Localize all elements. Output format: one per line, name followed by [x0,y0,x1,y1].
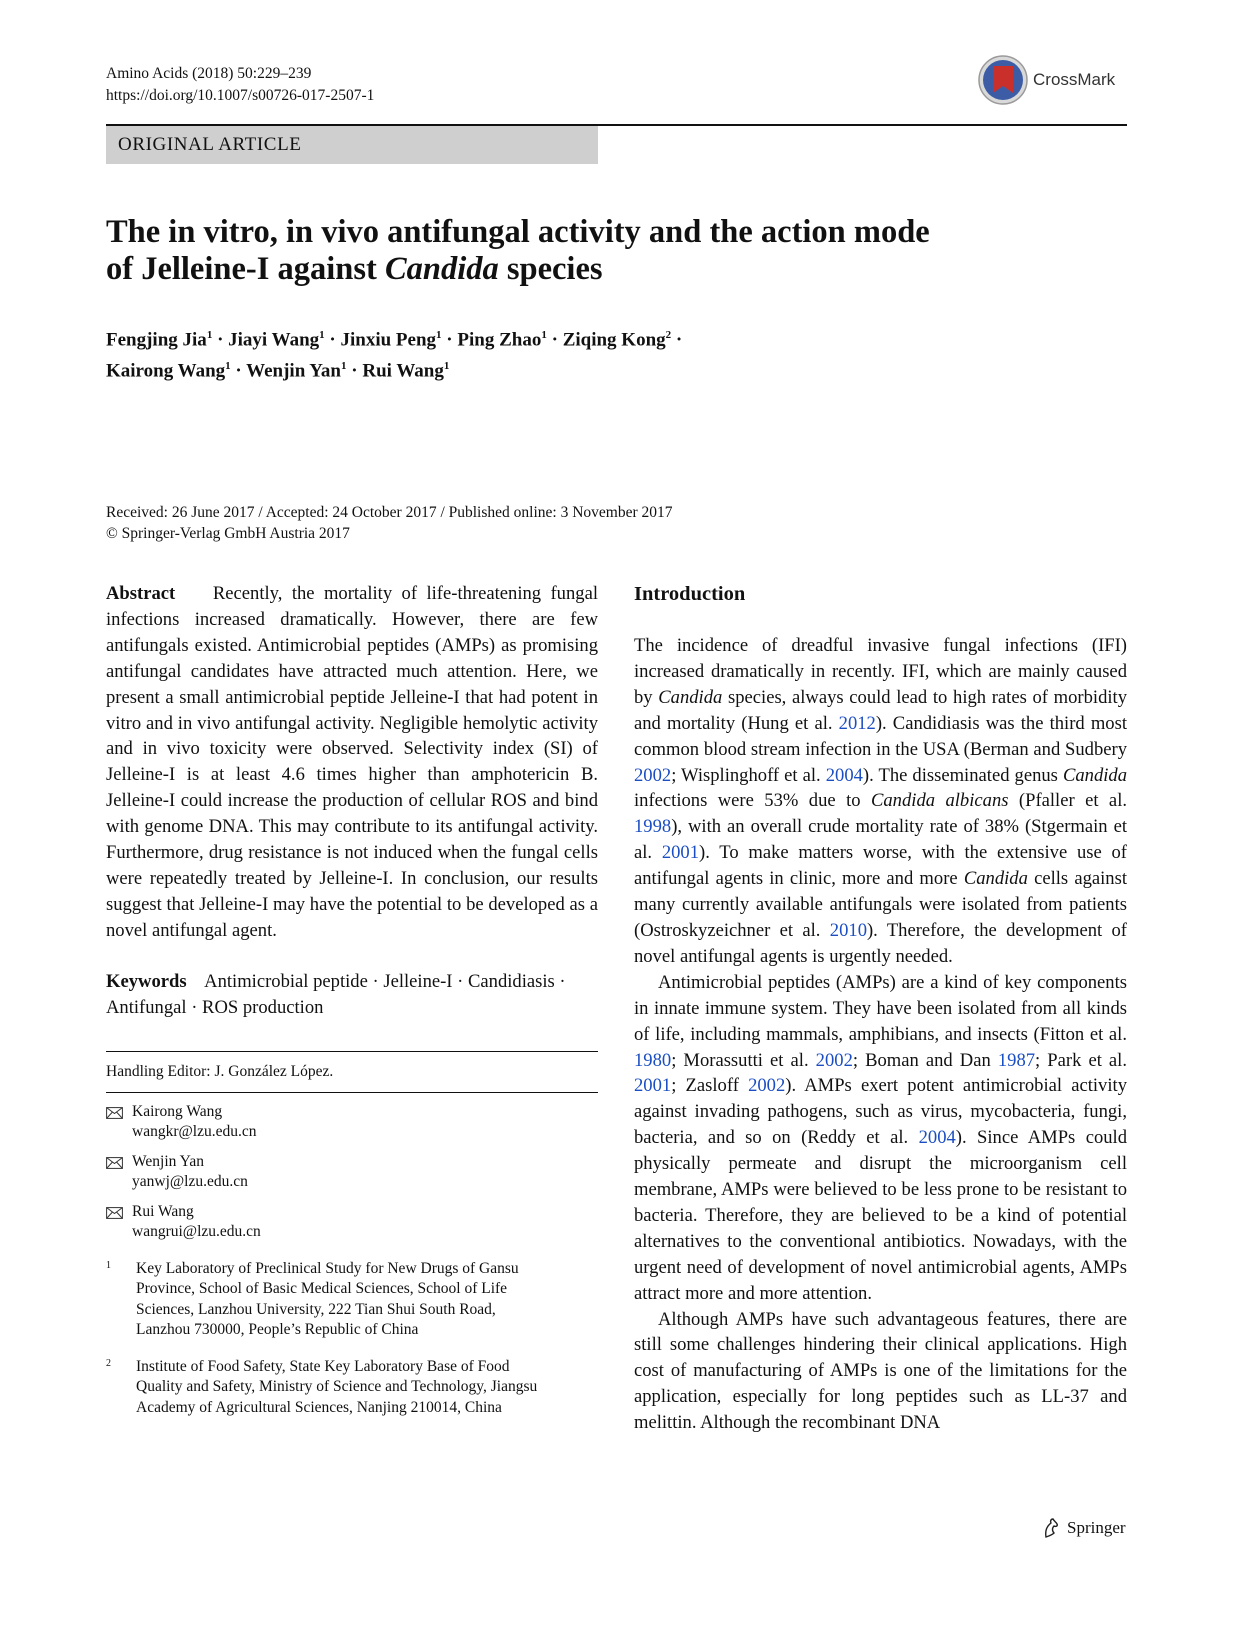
author-name: Jiayi Wang [228,329,320,351]
doi-link[interactable]: https://doi.org/10.1007/s00726-017-2507-1 [106,87,375,104]
author-affiliation-mark: 1 [319,329,325,341]
title-line-2: of Jelleine-I against Candida species [106,251,603,287]
abstract [106,581,598,944]
affiliation-number: 1 [106,1259,111,1271]
author-affiliation-mark: 1 [443,360,450,373]
text-run: species, always could lead to high rates of morbidity and mortality (Hung et al. [634,686,1127,734]
keywords-text: Antimicrobial peptide · Jelleine-I · Candidiasis · Antifungal · ROS production [106,970,566,1018]
affiliation-text: Institute of Food Safety, State Key Laboratory Base of Food Quality and Safety, Ministry of Science and Technology, Jiangsu Academy of Agricultural Sciences, Nanjing 210014, China [136,1357,538,1416]
crossmark-badge[interactable] [977,52,1127,108]
citation-link[interactable]: 2012 [838,712,876,734]
contact-entry [106,1102,598,1143]
contact-entry [106,1202,598,1243]
text-run: ), with an overall crude mortality rate of 38% (Stgermain et al. [634,816,1127,864]
contact-name: Rui Wang [132,1202,194,1220]
article-type-banner: ORIGINAL ARTICLE [106,126,598,164]
author-name: Ziqing Kong [562,329,666,351]
text-run: ; Park et al. [1035,1049,1127,1071]
envelope-icon [106,1102,132,1143]
text-run: ). Therefore, the development of novel antifungal agents is urgently needed. [634,919,1127,967]
citation-link[interactable]: 2004 [825,764,863,786]
keywords-label: Keywords [106,970,187,992]
text-run: ; Boman and Dan [852,1049,998,1071]
author-affiliation-mark: 1 [541,329,547,341]
affiliation-list [106,1259,598,1419]
journal-citation: Amino Acids (2018) 50:229–239 [106,65,312,82]
author-affiliation-mark: 1 [436,329,442,341]
publication-dates [106,502,906,544]
text-run: Antimicrobial peptides (AMPs) are a kind of key components in innate immune system. They have been isolated from all kinds of life, including mammals, amphibians, and insects (Fitton et al. [634,971,1127,1045]
affiliation-entry [106,1357,598,1419]
abstract-text: Recently, the mortality of life-threatening fungal infections increased dramatically. However, there are few antifungals existed. Antimicrobial peptides (AMPs) as promising antifungal candidates have attracted much attention. Here, we present a small antimicrobial peptide Jelleine-I that had potent in vitro and in vivo antifungal activity. Negligible hemolytic activity and in vivo toxicity were observed. Selectivity index (SI) of Jelleine-I is at least 4.6 times higher than amphotericin B. Jelleine-I could increase the production of cellular ROS and bind with genome DNA. This may contribute to its antifungal activity. Furthermore, drug resistance is not induced when the fungal cells were repeatedly treated by Jelleine-I. In conclusion, our results suggest that Jelleine-I may have the potential to be developed as a novel antifungal agent. [106,583,598,941]
left-column [106,581,598,1418]
species-name: Candida [1062,764,1128,786]
citation-link[interactable]: 1987 [997,1049,1036,1071]
springer-horse-icon [1040,1517,1062,1539]
species-name: Candida albicans [870,790,1009,812]
author-name: Rui Wang [362,360,444,382]
contact-email[interactable]: wangkr@lzu.edu.cn [132,1123,257,1140]
handling-editor: Handling Editor: J. González López. [106,1062,334,1080]
citation-link[interactable]: 2004 [918,1127,956,1149]
text-run: ). AMPs exert potent antimicrobial activity against invading pathogens, such as virus, mycobacteria, fungi, bacteria, and so on (Reddy et al. [634,1075,1127,1149]
author-affiliation-mark: 1 [225,360,231,373]
dates-line: Received: 26 June 2017 / Accepted: 24 October 2017 / Published online: 3 November 2017 [106,504,673,521]
intro-paragraph-2 [634,970,1127,1307]
text-run: ; Morassutti et al. [671,1049,816,1071]
citation-link[interactable]: 2002 [748,1075,786,1097]
species-name: Candida [658,686,723,708]
copyright-line: © Springer-Verlag GmbH Austria 2017 [106,525,350,542]
citation-link[interactable]: 2002 [634,764,672,786]
text-run: ). Since AMPs could physically permeate and disrupt the microorganism cell membrane, AMPs were believed to be less prone to be resistant to bacteria. Therefore, they are believed to be a kind of potential alternatives to the conventional antibiotics. Nowadays, with the urgent need of development of novel antimicrobial agents, AMPs attract more and more attention. [634,1127,1127,1304]
author-name: Kairong Wang [106,360,226,382]
contact-email[interactable]: yanwj@lzu.edu.cn [132,1173,248,1190]
text-run: cells against many currently available antifungals were isolated from patients (Ostroskyzeichner et al. [634,868,1127,941]
keywords [106,969,598,1021]
contact-email[interactable]: wangrui@lzu.edu.cn [132,1223,261,1240]
contact-entry [106,1152,598,1193]
author-name: Fengjing Jia [106,329,207,351]
citation-link[interactable]: 2010 [829,919,867,941]
right-column [634,581,1127,1436]
publisher-footer [1040,1517,1126,1539]
citation-link[interactable]: 2001 [634,1075,672,1097]
author-affiliation-mark: 2 [665,329,672,341]
text-run: ; Wisplinghoff et al. [671,764,826,786]
text-run: The incidence of dreadful invasive fungal infections (IFI) increased dramatically in recently. IFI, which are mainly caused by [634,635,1127,708]
envelope-icon [106,1152,132,1193]
affiliation-number: 2 [106,1357,111,1369]
author-name: Ping Zhao [457,329,542,351]
text-run: ). The disseminated genus [862,764,1063,786]
crossmark-label: CrossMark [1033,70,1116,89]
abstract-label: Abstract [106,583,176,604]
envelope-icon [106,1202,132,1243]
affiliation-entry [106,1259,598,1341]
contact-name: Kairong Wang [132,1102,223,1120]
introduction-heading: Introduction [634,583,746,605]
editor-rule-top [106,1051,598,1052]
text-run: ). To make matters worse, with the extensive use of antifungal agents in clinic, more and more [634,842,1127,890]
author-list: Fengjing Jia$^1$ · Jiayi Wang$^1$ · Jinxiu Peng$^1$ · Ping Zhao$^1$ · Ziqing Kong$^2$ · Kairong Wang$^1$ · Wenjin Yan$^1$ · Rui Wang$^1$ [106,329,683,382]
species-name: Candida [963,868,1028,890]
publisher-name: Springer [1067,1518,1126,1537]
intro-paragraph-1 [634,633,1127,970]
author-name: Jinxiu Peng [340,329,437,351]
intro-paragraph-3 [634,1307,1127,1437]
contact-name: Wenjin Yan [132,1152,204,1170]
citation-link[interactable]: 1998 [634,816,672,838]
citation-link[interactable]: 1980 [634,1049,672,1071]
contact-list [106,1102,598,1243]
author-name: Wenjin Yan [246,360,341,382]
citation-link[interactable]: 2001 [661,842,700,864]
text-run: Although AMPs have such advantageous features, there are still some challenges hindering their clinical applications. High cost of manufacturing of AMPs is one of the limitations for the application, especially for long peptides such as LL-37 and melittin. Although the recombinant DNA [634,1308,1127,1434]
crossmark-icon [977,54,1029,106]
text-run: ; Zasloff [671,1075,749,1097]
author-affiliation-mark: 1 [341,360,347,373]
editor-rule-bottom [106,1092,598,1093]
affiliation-text: Key Laboratory of Preclinical Study for New Drugs of Gansu Province, School of Basic Medical Sciences, School of Life Sciences, Lanzhou University, 222 Tian Shui South Road, Lanzhou 730000, People’s Republic of China [136,1259,519,1338]
text-run: (Pfaller et al. [1008,790,1128,812]
text-run: infections were 53% due to [634,790,871,812]
citation-link[interactable]: 2002 [815,1049,853,1071]
title-line-1: The in vitro, in vivo antifungal activity and the action mode [106,214,930,250]
article-title [106,214,1006,288]
text-run: ). Candidiasis was the third most common blood stream infection in the USA (Berman and Sudbery [634,712,1128,760]
author-affiliation-mark: 1 [206,329,213,341]
